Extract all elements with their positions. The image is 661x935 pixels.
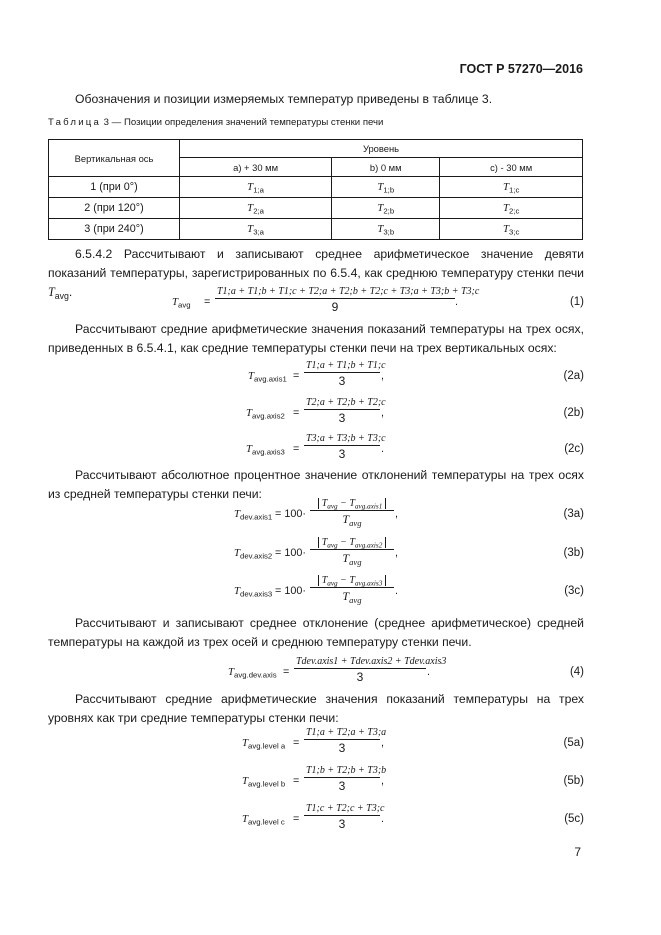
- equation-number: (3a): [563, 508, 584, 520]
- equation-number: (2c): [564, 443, 584, 455]
- page-number: 7: [574, 845, 581, 859]
- equation-number: (5b): [563, 775, 584, 787]
- header-level-a: a) + 30 мм: [180, 158, 332, 177]
- equation-2c: $T_{avg.axis3}$ = T3;a + T3;b + T3;c 3 . (2c): [246, 433, 584, 461]
- equation-1: $T_{avg}$ = T1;a + T1;b + T1;c + T2;a + T2;b + T2;c + T3;a + T3;b + T3;c 9 . (1): [172, 286, 584, 314]
- equation-5b: $T_{avg.level b}$ = T1;b + T2;b + T3;b 3 , (5b): [242, 765, 584, 793]
- equation-2b: $T_{avg.axis2}$ = T2;a + T2;b + T2;c 3 , (2b): [246, 397, 584, 425]
- intro-text: Обозначения и позиции измеряемых температур приведены в таблице 3.: [75, 92, 493, 106]
- header-level-c: c) - 30 мм: [440, 158, 583, 177]
- value-cell: $T_{3;a}$: [180, 219, 332, 240]
- equation-3a: $T_{dev.axis1}$ = 100· $T_{avg} - T_{avg.axis1}$ $T_{avg}$ , (3a): [234, 498, 584, 529]
- table-caption-prefix: Таблица: [48, 117, 102, 128]
- equation-3b: $T_{dev.axis2}$ = 100· $T_{avg} - T_{avg.axis2}$ $T_{avg}$ , (3b): [234, 537, 584, 568]
- paragraph-6-5-4-2: 6.5.4.2 Рассчитывают и записывают среднее арифметическое значение девяти показаний температуры, зарегистрированных по 6.5.4, как среднюю температуру стенки печи $T_{avg}$.: [48, 247, 584, 302]
- equation-4: $T_{avg.dev.axis}$ = Tdev.axis1 + Tdev.axis2 + Tdev.axis3 3 . (4): [228, 656, 584, 684]
- temperature-positions-table: [48, 139, 583, 240]
- paragraph-mean-deviation: Рассчитывают и записывают среднее отклонение (среднее арифметическое) средней температуры на каждой из трех осей и среднюю температуру стенки печи.: [48, 616, 584, 649]
- header-level: Уровень: [180, 140, 583, 158]
- equation-number: (3c): [564, 585, 584, 597]
- table-caption-text: 3 — Позиции определения значений температуры стенки печи: [101, 117, 384, 128]
- intro-paragraph: [48, 90, 584, 109]
- paragraph-deviation: Рассчитывают абсолютное процентное значение отклонений температуры на трех осях из средней температуры стенки печи:: [48, 468, 584, 501]
- paragraph-levels-mean: Рассчитывают средние арифметические значения показаний температуры на трех уровнях как три средние температуры стенки печи:: [48, 692, 584, 725]
- header-axis: Вертикальная ось: [49, 140, 180, 177]
- equation-3c: $T_{dev.axis3}$ = 100· $T_{avg} - T_{avg.axis3}$ $T_{avg}$ . (3c): [234, 575, 584, 606]
- equation-number: (3b): [563, 547, 584, 559]
- t-avg-symbol: T: [48, 285, 55, 299]
- equation-number: (2b): [563, 407, 584, 419]
- paragraph-text: 6.5.4.2 Рассчитывают и записывают среднее арифметическое значение девяти показаний температуры, зарегистрированных по 6.5.4, как среднюю температуру стенки печи: [48, 247, 584, 280]
- table-row: [49, 198, 583, 219]
- table-row: [49, 177, 583, 198]
- header-level-b: b) 0 мм: [332, 158, 440, 177]
- axis-cell: 3 (при 240°): [49, 219, 180, 240]
- equation-number: (5a): [563, 737, 584, 749]
- equation-2a: $T_{avg.axis1}$ = T1;a + T1;b + T1;c 3 , (2a): [248, 360, 584, 388]
- table-row: [49, 219, 583, 240]
- paragraph-axes-mean: Рассчитывают средние арифметические значения показаний температуры на трех осях, приведенных в 6.5.4.1, как средние температуры стенки печи на трех вертикальных осях:: [48, 322, 584, 355]
- equation-5a: $T_{avg.level a}$ = T1;a + T2;a + T3;a 3 , (5a): [242, 727, 584, 755]
- equation-1-numerator: T1;a + T1;b + T1;c + T2;a + T2;b + T2;c + T3;a + T3;b + T3;c: [217, 286, 480, 297]
- equation-number: (1): [569, 296, 584, 308]
- equation-number: (5c): [564, 813, 584, 825]
- value-cell: $T_{3;b}$: [332, 219, 440, 240]
- value-cell: $T_{1;c}$: [440, 177, 583, 198]
- value-cell: $T_{3;c}$: [440, 219, 583, 240]
- table-caption: [48, 117, 383, 128]
- axis-cell: 1 (при 0°): [49, 177, 180, 198]
- document-header: ГОСТ Р 57270—2016: [459, 62, 583, 76]
- value-cell: $T_{2;c}$: [440, 198, 583, 219]
- equation-number: (4): [569, 666, 584, 678]
- axis-cell: 2 (при 120°): [49, 198, 180, 219]
- equation-number: (2a): [563, 370, 584, 382]
- value-cell: $T_{2;b}$: [332, 198, 440, 219]
- equation-5c: $T_{avg.level c}$ = T1;c + T2;c + T3;c 3 . (5c): [242, 803, 584, 831]
- value-cell: $T_{1;a}$: [180, 177, 332, 198]
- value-cell: $T_{2;a}$: [180, 198, 332, 219]
- value-cell: $T_{1;b}$: [332, 177, 440, 198]
